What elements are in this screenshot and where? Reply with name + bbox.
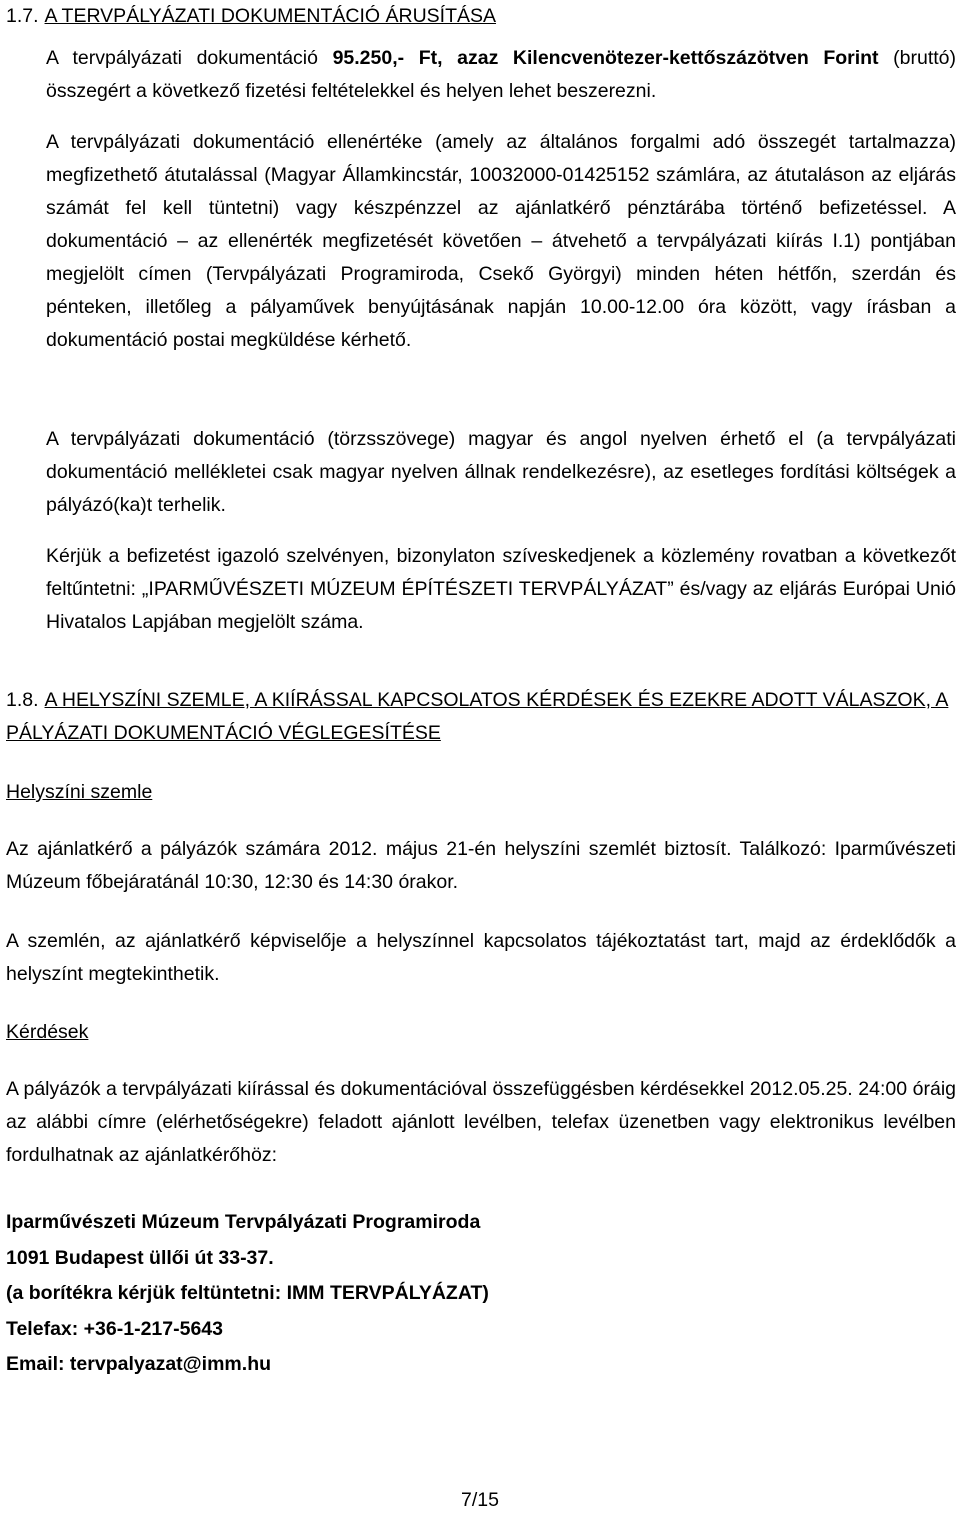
contact-email: Email: tervpalyazat@imm.hu <box>6 1353 272 1375</box>
paragraph-price <box>46 42 956 108</box>
subheading-text: Helyszíni szemle <box>6 781 153 803</box>
contact-fax: Telefax: +36-1-217-5643 <box>6 1317 223 1340</box>
paragraph-payment: A tervpályázati dokumentáció ellenértéke (amely az általános forgalmi adó összegét tartalmazza) megfizethető átutalással (Magyar Államkincstár, 10032000-01425152 számlára, az átutaláson az eljárás számát fel kell tüntetni) vagy készpénzzel az ajánlatkérő pénztárába történő befizetéssel. A dokumentáció – az ellenérték megfizetését követően – átvehető a tervpályázati kiírás I.1) pontjában megjelölt címen (Tervpályázati Programiroda, Csekő Györgyi) minden héten hétfőn, szerdán és pénteken, illetőleg a pályaművek benyújtásának napján 10.00-12.00 óra között, vagy írásban a dokumentáció postai megküldése kérhető. <box>46 131 956 351</box>
section-heading-1-8 <box>6 684 956 750</box>
page-number: 7/15 <box>461 1489 499 1511</box>
section-title: A HELYSZÍNI SZEMLE, A KIÍRÁSSAL KAPCSOLATOS KÉRDÉSEK ÉS EZEKRE ADOTT VÁLASZOK, A PÁLYÁZATI DOKUMENTÁCIÓ VÉGLEGESÍTÉSE <box>6 689 949 744</box>
paragraph-languages: A tervpályázati dokumentáció (törzsszövege) magyar és angol nyelven érhető el (a tervpályázati dokumentáció mellékletei csak magyar nyelven állnak rendelkezésre), az esetleges fordítási költségek a pályázó(ka)t terhelik. <box>46 428 956 516</box>
price-amount: 95.250,- Ft, azaz Kilencvenötezer-kettőszázötven Forint <box>332 47 879 69</box>
contact-address: 1091 Budapest üllői út 33-37. <box>6 1246 274 1269</box>
section-title: A TERVPÁLYÁZATI DOKUMENTÁCIÓ ÁRUSÍTÁSA <box>44 5 497 27</box>
section-number: 1.8. <box>6 689 39 711</box>
subheading-text: Kérdések <box>6 1021 89 1043</box>
contact-office: Iparművészeti Múzeum Tervpályázati Programiroda <box>6 1211 481 1233</box>
section-heading-1-7 <box>6 0 956 33</box>
section-number: 1.7. <box>6 5 39 27</box>
contact-block <box>6 1205 956 1383</box>
paragraph-site-visit-info: A szemlén, az ajánlatkérő képviselője a helyszínnel kapcsolatos tájékoztatást tart, majd az érdeklődők a helyszínt megtekinthetik. <box>6 930 956 985</box>
subheading-site-visit <box>6 776 956 809</box>
paragraph-payment-reference: Kérjük a befizetést igazoló szelvényen, bizonylaton szíveskedjenek a közlemény rovatban a következőt feltűntetni: „IPARMŰVÉSZETI MÚZEUM ÉPÍTÉSZETI TERVPÁLYÁZAT” és/vagy az eljárás Európai Unió Hivatalos Lapjában megjelölt száma. <box>46 545 956 633</box>
price-text-prefix: A tervpályázati dokumentáció <box>46 47 333 69</box>
price-text-suffix: (bruttó) összegért a következő fizetési feltételekkel és helyen lehet beszerezni. <box>46 47 956 102</box>
paragraph-questions: A pályázók a tervpályázati kiírással és dokumentációval összefüggésben kérdésekkel 2012.05.25. 24:00 óráig az alábbi címre (elérhetőségekre) feladott ajánlott levélben, telefax üzenetben vagy elektronikus levélben fordulhatnak az ajánlatkérőhöz: <box>6 1078 956 1166</box>
contact-envelope-note: (a borítékra kérjük feltüntetni: IMM TERVPÁLYÁZAT) <box>6 1282 489 1304</box>
subheading-questions <box>6 1016 956 1049</box>
paragraph-site-visit-date: Az ajánlatkérő a pályázók számára 2012. május 21-én helyszíni szemlét biztosít. Találkozó: Iparművészeti Múzeum főbejáratánál 10:30, 12:30 és 14:30 órakor. <box>6 838 956 893</box>
